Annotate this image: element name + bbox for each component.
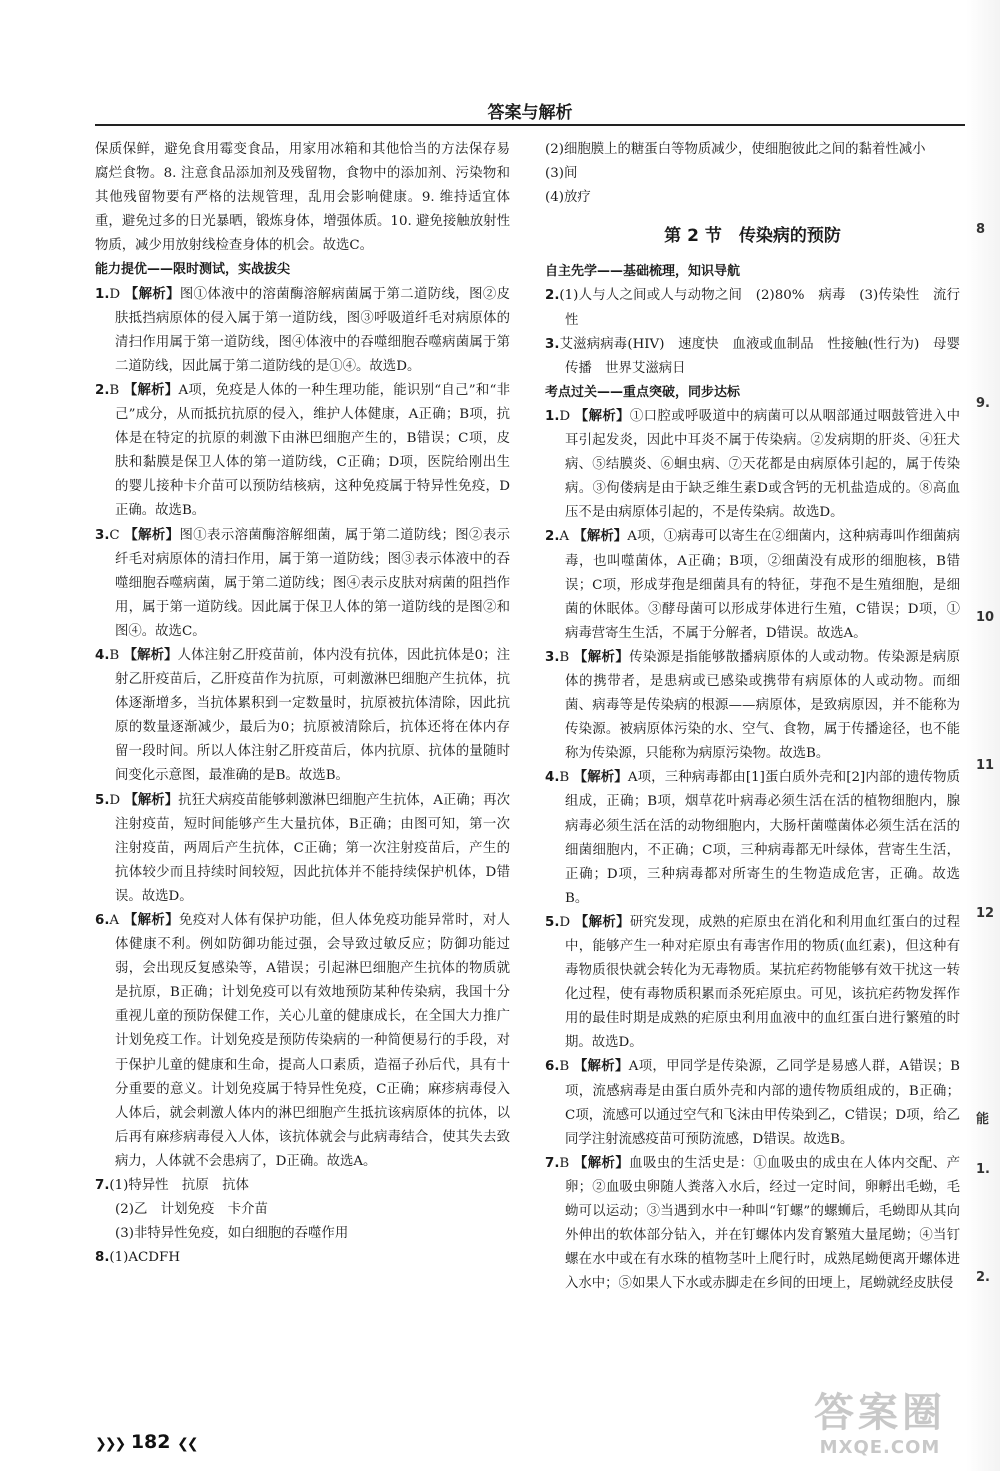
double-chevron-left-icon: ❮❮ (177, 1436, 197, 1452)
right-column (545, 138, 960, 1296)
page-header: 答案与解析 (487, 103, 573, 123)
header-rule (95, 124, 965, 126)
question-8: 8.(1)ACDFH (95, 1250, 180, 1266)
question-4: 4.B 【解析】人体注射乙肝疫苗前，体内没有抗体，因此抗体是0；注射乙肝疫苗后，乙肝疫苗作为抗原，可刺激淋巴细胞产生抗体，抗体逐渐增多，当抗体累积到一定数量时，抗原被抗体清除，因此抗原的数量逐渐减少，最后为0；抗原被清除后，抗体还将在体内存留一段时间。所以人体注射乙肝疫苗后，体内抗原、抗体的量随时间变化示意图，最准确的是B。故选B。 (95, 647, 510, 784)
self-study-2: 2.(1)人与人之间或人与动物之间 (2)80% 病毒 (3)传染性 流行性 (545, 288, 960, 328)
continued-answer-3: (3)间 (545, 166, 578, 182)
edge-mark: 2. (976, 1270, 990, 1285)
question-5: 5.D 【解析】抗狂犬病疫苗能够刺激淋巴细胞产生抗体，A正确；再次注射疫苗，短时间能够产生大量抗体，B正确；由图可知，第一次注射疫苗，两周后产生抗体，C正确；第一次注射疫苗后，产生的抗体较少而且持续时间较短，因此抗体并不能持续保护机体，D错误。故选D。 (95, 792, 511, 904)
continued-answer-4: (4)放疗 (545, 190, 591, 206)
section-title: 第 2 节 传染病的预防 (664, 226, 841, 247)
checkpoint-2: 2.A 【解析】A项，①病毒可以寄生在②细菌内，这种病毒叫作细菌病毒，也叫噬菌体，A正确；B项，②细菌没有成形的细胞核，B错误；C项，形成芽孢是细菌具有的特征，芽孢不是生殖细胞，是细菌的休眠体。③酵母菌可以形成芽体进行生殖，C错误；D项，①病毒营寄生生活，不属于分解者，D错误。故选A。 (545, 529, 961, 641)
left-column (95, 138, 510, 1270)
question-7: 7.(1)特异性 抗原 抗体 (95, 1178, 249, 1194)
self-study-3: 3.艾滋病病毒(HIV) 速度快 血液或血制品 性接触(性行为) 母婴传播 世界艾滋病日 (545, 336, 960, 376)
question-1: 1.D 【解析】图①体液中的溶菌酶溶解病菌属于第二道防线，图②皮肤抵挡病原体的侵入属于第一道防线，图③呼吸道纤毛对病原体的清扫作用属于第一道防线，图④体液中的吞噬细胞吞噬病菌属于第二道防线，因此属于第二道防线的是①④。故选D。 (95, 286, 511, 374)
edge-mark: 9. (976, 396, 990, 411)
question-7-part-2: (2)乙 计划免疫 卡介苗 (115, 1202, 268, 1218)
page-number: ❯❯❯ 182 ❮❮ (95, 1431, 197, 1453)
edge-mark: 8 (976, 222, 986, 237)
question-6: 6.A 【解析】免疫对人体有保护功能，但人体免疫功能异常时，对人体健康不利。例如防御功能过强，会导致过敏反应；防御功能过弱，会出现反复感染等，A错误；引起淋巴细胞产生抗体的物质就是抗原，B正确；计划免疫可以有效地预防某种传染病，我国十分重视儿童的预防保健工作，关心儿童的健康成长，在全国大力推广计划免疫工作。计划免疫是预防传染病的一种简便易行的手段，对于保护儿童的健康和生命，提高人口素质，造福子孙后代，具有十分重要的意义。计划免疫属于特异性免疫，C正确；麻疹病毒侵入人体后，就会刺激人体内的淋巴细胞产生抵抗该病原体的抗体，以后再有麻疹病毒侵入人体，该抗体就会与此病毒结合，使其失去致病力，人体就不会患病了，D正确。故选A。 (95, 913, 511, 1169)
question-3: 3.C 【解析】图①表示溶菌酶溶解细菌，属于第二道防线；图②表示纤毛对病原体的清扫作用，属于第一道防线；图③表示体液中的吞噬细胞吞噬病菌，属于第二道防线；图④表示皮肤对病菌的阻挡作用，属于第一道防线。因此属于保卫人体的第一道防线的是图②和图④。故选C。 (95, 527, 510, 639)
next-page-edge (966, 0, 1000, 1471)
checkpoint-7: 7.B 【解析】血吸虫的生活史是：①血吸虫的成虫在人体内交配、产卵；②血吸虫卵随人粪落入水后，经过一定时间，卵孵出毛蚴，毛蚴可以运动；③当遇到水中一种叫“钉螺”的螺蛳后，毛蚴即从其向外伸出的软体部分钻入，并在钉螺体内发育繁殖大量尾蚴；④当钉螺在水中或在有水珠的植物茎叶上爬行时，成熟尾蚴便离开螺体进入水中；⑤如果人下水或赤脚走在乡间的田埂上，尾蚴就经皮肤侵 (545, 1155, 960, 1292)
section-label-ability: 能力提优——限时测试，实战拔尖 (95, 262, 291, 278)
checkpoint-5: 5.D 【解析】研究发现，成熟的疟原虫在消化和利用血红蛋白的过程中，能够产生一种对疟原虫有毒害作用的物质(血红素)，但这种有毒物质很快就会转化为无毒物质。某抗疟药物能够有效干扰这一转化过程，使有毒物质积累而杀死疟原虫。可见，该抗疟药物发挥作用的最佳时期是成熟的疟原虫利用血液中的血红蛋白进行繁殖的时期。故选D。 (545, 914, 961, 1051)
question-2: 2.B 【解析】A项，免疫是人体的一种生理功能，能识别“自己”和“非己”成分，从而抵抗抗原的侵入，维护人体健康，A正确；B项，抗体是在特定的抗原的刺激下由淋巴细胞产生的，B错误；C项，皮肤和黏膜是保卫人体的第一道防线，C正确；D项，医院给刚出生的婴儿接种卡介苗可以预防结核病，这种免疫属于特异性免疫，D正确。故选B。 (95, 382, 510, 519)
section-label-self-study: 自主先学——基础梳理，知识导航 (545, 264, 741, 280)
checkpoint-3: 3.B 【解析】传染源是指能够散播病原体的人或动物。传染源是病原体的携带者，是患病或已感染或携带有病原体的人或动物。而细菌、病毒等是传染病的根源——病原体，是致病原因，并不能称为传染源。被病原体污染的水、空气、食物，属于传播途径，也不能称为传染源，只能称为病原污染物。故选B。 (545, 649, 960, 762)
edge-mark: 12 (976, 906, 995, 921)
edge-mark: 能 (976, 1112, 990, 1127)
checkpoint-6: 6.B 【解析】A项，甲同学是传染源，乙同学是易感人群，A错误；B项，流感病毒是由蛋白质外壳和内部的遗传物质组成的，B正确；C项，流感可以通过空气和飞沫由甲传染到乙，C错误；D项，给乙同学注射流感疫苗可预防流感，D错误。故选B。 (545, 1059, 961, 1147)
checkpoint-1: 1.D 【解析】①口腔或呼吸道中的病菌可以从咽部通过咽鼓管进入中耳引起发炎，因此中耳炎不属于传染病。②发病期的肝炎、④狂犬病、⑤结膜炎、⑥蛔虫病、⑦天花都是由病原体引起的，属于传染病。③佝偻病是由于缺乏维生素D或含钙的无机盐造成的。⑧高血压不是由病原体引起的，不是传染病。故选D。 (545, 408, 961, 521)
question-7-part-3: (3)非特异性免疫，如白细胞的吞噬作用 (115, 1226, 349, 1242)
edge-mark: 1. (976, 1162, 990, 1177)
intro-paragraph: 保质保鲜，避免食用霉变食品，用家用冰箱和其他恰当的方法保存易腐烂食物。8. 注意食品添加剂及残留物，食物中的添加剂、污染物和其他残留物要有严格的法规管理，乱用会影响健康。9. 维持适宜体重，避免过多的日光暴晒，锻炼身体，增强体质。10. 避免接触放射性物质，减少用放射线检查身体的机会。故选C。 (95, 142, 510, 254)
double-chevron-right-icon: ❯❯❯ (95, 1436, 125, 1452)
edge-mark: 10 (976, 610, 995, 625)
edge-mark: 11 (976, 758, 995, 773)
section-label-checkpoint: 考点过关——重点突破，同步达标 (545, 384, 741, 400)
continued-answer-2: (2)细胞膜上的糖蛋白等物质减少，使细胞彼此之间的黏着性减小 (545, 142, 926, 157)
checkpoint-4: 4.B 【解析】A项，三种病毒都由[1]蛋白质外壳和[2]内部的遗传物质组成，正确；B项，烟草花叶病毒必须生活在活的植物细胞内，腺病毒必须生活在活的动物细胞内，大肠杆菌噬菌体必须生活在活的细菌细胞内，不正确；C项，三种病毒都无叶绿体，营寄生生活，正确；D项，三种病毒都对所寄生的生物造成危害，正确。故选B。 (545, 770, 960, 906)
watermark-logo: 答案圈 MXQE.COM (814, 1390, 946, 1458)
